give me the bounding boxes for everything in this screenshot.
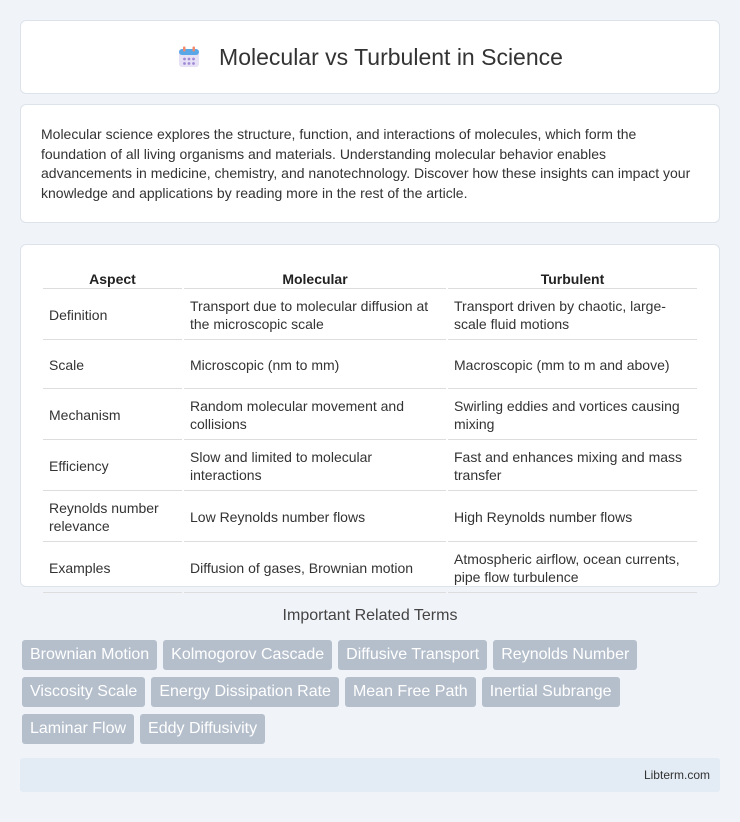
table-cell: Microscopic (nm to mm) xyxy=(184,342,446,389)
related-term-tag[interactable]: Mean Free Path xyxy=(345,677,476,707)
table-header-row xyxy=(43,267,697,289)
footer xyxy=(20,758,720,792)
table-cell: Low Reynolds number flows xyxy=(184,493,446,542)
table-cell: Scale xyxy=(43,342,182,389)
related-terms-list xyxy=(22,640,722,744)
related-term-tag[interactable]: Viscosity Scale xyxy=(22,677,145,707)
related-term-tag[interactable]: Diffusive Transport xyxy=(338,640,487,670)
table-cell: Transport due to molecular diffusion at the microscopic scale xyxy=(184,291,446,340)
table-cell: Efficiency xyxy=(43,442,182,491)
table-cell: Diffusion of gases, Brownian motion xyxy=(184,544,446,593)
related-term-tag[interactable]: Inertial Subrange xyxy=(482,677,620,707)
related-term-tag[interactable]: Energy Dissipation Rate xyxy=(151,677,339,707)
table-row xyxy=(43,342,697,389)
table-row xyxy=(43,493,697,542)
table-cell: Swirling eddies and vortices causing mixing xyxy=(448,391,697,440)
column-header-aspect: Aspect xyxy=(43,267,182,289)
header-card xyxy=(20,20,720,94)
related-terms-title: Important Related Terms xyxy=(282,607,458,624)
table-cell: Transport driven by chaotic, large-scale fluid motions xyxy=(448,291,697,340)
table-cell: Atmospheric airflow, ocean currents, pipe flow turbulence xyxy=(448,544,697,593)
related-term-tag[interactable]: Laminar Flow xyxy=(22,714,134,744)
footer-site-link[interactable]: Libterm.com xyxy=(643,768,710,782)
intro-text: Molecular science explores the structure, function, and interactions of molecules, which form the foundation of all living organisms and materials. Understanding molecular behavior enables advancements in medicine, chemistry, and nanotechnology. Discover how these insights can impact your knowledge and applications by reading more in the rest of the article. xyxy=(41,126,691,201)
table-cell: Examples xyxy=(43,544,182,593)
table-cell: Slow and limited to molecular interactions xyxy=(184,442,446,491)
table-cell: Fast and enhances mixing and mass transfer xyxy=(448,442,697,491)
table-cell: High Reynolds number flows xyxy=(448,493,697,542)
related-term-tag[interactable]: Eddy Diffusivity xyxy=(140,714,265,744)
table-row xyxy=(43,544,697,593)
intro-card xyxy=(20,104,720,223)
table-cell: Macroscopic (mm to m and above) xyxy=(448,342,697,389)
table-cell: Reynolds number relevance xyxy=(43,493,182,542)
comparison-table xyxy=(41,265,699,595)
comparison-table-card xyxy=(20,244,720,587)
related-term-tag[interactable]: Kolmogorov Cascade xyxy=(163,640,332,670)
table-cell: Mechanism xyxy=(43,391,182,440)
column-header-molecular: Molecular xyxy=(184,267,446,289)
column-header-turbulent: Turbulent xyxy=(448,267,697,289)
table-row xyxy=(43,442,697,491)
table-cell: Random molecular movement and collisions xyxy=(184,391,446,440)
page-title: Molecular vs Turbulent in Science xyxy=(219,43,563,70)
table-cell: Definition xyxy=(43,291,182,340)
table-row xyxy=(43,391,697,440)
related-term-tag[interactable]: Brownian Motion xyxy=(22,640,157,670)
table-row xyxy=(43,291,697,340)
related-term-tag[interactable]: Reynolds Number xyxy=(493,640,637,670)
calendar-icon xyxy=(177,45,201,69)
